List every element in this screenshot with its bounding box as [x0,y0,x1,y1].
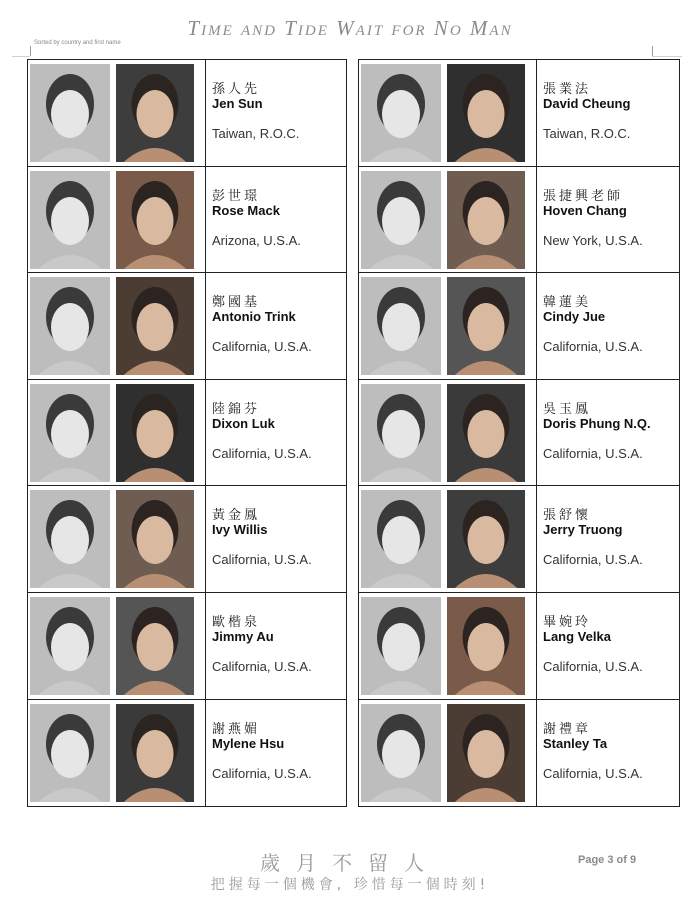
current-portrait-photo [447,277,525,375]
youth-portrait-photo [361,277,441,375]
cell-divider [536,60,537,166]
chinese-name: 張業法 [543,82,592,97]
chinese-name: 張舒懷 [543,508,592,524]
left-roster-table [27,59,347,807]
chinese-name: 張捷興老師 [543,188,624,204]
current-portrait-photo [447,490,525,588]
current-portrait-photo [447,384,525,482]
right-roster-table [358,59,680,807]
cell-divider [536,486,537,592]
roster-row [359,60,679,167]
english-name: Jimmy Au [212,628,274,644]
roster-row [359,167,679,274]
youth-portrait-photo [30,64,110,162]
cell-divider [205,486,206,592]
youth-portrait-photo [361,64,441,162]
margin-marker-right [652,46,653,56]
current-portrait-photo [116,277,194,375]
english-name: Stanley Ta [543,735,608,751]
chinese-name: 陸錦芬 [212,401,261,417]
youth-portrait-photo [361,171,441,269]
roster-row [28,593,346,700]
roster-row [28,380,346,487]
english-name: Antonio Trink [212,309,296,325]
english-name: Jen Sun [212,96,263,111]
sort-note: Sorted by country and first name [34,40,121,46]
english-name: David Cheung [543,96,631,111]
youth-portrait-photo [361,597,441,695]
current-portrait-photo [116,64,194,162]
cell-divider [205,700,206,807]
current-portrait-photo [447,704,525,802]
roster-row [28,167,346,274]
motto-subline: 把握每一個機會, 珍惜每一個時刻! [210,877,490,893]
cell-divider [536,273,537,379]
youth-portrait-photo [30,597,110,695]
location-text: California, U.S.A. [543,552,643,568]
current-portrait-photo [447,171,525,269]
location-text: Arizona, U.S.A. [212,232,301,248]
chinese-name: 黃金鳳 [212,508,261,524]
cell-divider [205,167,206,273]
location-text: Taiwan, R.O.C. [212,126,300,141]
current-portrait-photo [116,384,194,482]
english-name: Hoven Chang [543,202,627,218]
motto-heading: 歲月不留人 [260,851,440,875]
chinese-name: 韓蓮美 [543,295,592,311]
margin-line-left [12,56,30,57]
english-name: Lang Velka [543,628,611,644]
location-text: New York, U.S.A. [543,232,643,248]
location-text: Taiwan, R.O.C. [543,126,631,141]
youth-portrait-photo [30,277,110,375]
chinese-name: 歐楷泉 [212,614,261,630]
chinese-name: 謝燕媚 [212,721,261,737]
english-name: Mylene Hsu [212,735,285,751]
roster-row [28,273,346,380]
chinese-name: 孫人先 [212,82,261,97]
chinese-name: 吳玉鳳 [543,401,592,417]
chinese-name: 畢婉玲 [543,614,592,630]
roster-row [359,700,679,807]
cell-divider [536,167,537,273]
current-portrait-photo [116,171,194,269]
roster-row [359,273,679,380]
english-name: Doris Phung N.Q. [543,415,651,431]
english-name: Ivy Willis [212,522,268,538]
chinese-name: 鄭國基 [212,295,261,311]
current-portrait-photo [447,64,525,162]
roster-row [28,60,346,167]
chinese-name: 彭世璟 [212,188,261,204]
youth-portrait-photo [361,704,441,802]
youth-portrait-photo [30,171,110,269]
cell-divider [536,380,537,486]
margin-marker-left [30,46,31,56]
current-portrait-photo [116,704,194,802]
location-text: California, U.S.A. [543,445,643,461]
cell-divider [536,700,537,807]
roster-row [28,700,346,807]
location-text: California, U.S.A. [212,339,312,355]
location-text: California, U.S.A. [212,552,312,568]
youth-portrait-photo [30,384,110,482]
roster-row [359,380,679,487]
cell-divider [205,380,206,486]
current-portrait-photo [447,597,525,695]
youth-portrait-photo [361,384,441,482]
english-name: Jerry Truong [543,522,623,538]
english-name: Dixon Luk [212,415,275,431]
margin-line-right [652,56,682,57]
current-portrait-photo [116,597,194,695]
page-title: Time and Tide Wait for No Man [187,16,513,40]
cell-divider [536,593,537,699]
location-text: California, U.S.A. [212,765,312,781]
roster-row [359,593,679,700]
english-name: Cindy Jue [543,309,606,325]
roster-row [28,486,346,593]
cell-divider [205,273,206,379]
location-text: California, U.S.A. [543,339,643,355]
roster-row [359,486,679,593]
cell-divider [205,593,206,699]
page-number: Page 3 of 9 [578,854,637,866]
english-name: Rose Mack [212,202,280,218]
chinese-name: 謝禮章 [543,721,592,737]
youth-portrait-photo [361,490,441,588]
location-text: California, U.S.A. [543,765,643,781]
youth-portrait-photo [30,704,110,802]
current-portrait-photo [116,490,194,588]
youth-portrait-photo [30,490,110,588]
cell-divider [205,60,206,166]
location-text: California, U.S.A. [543,658,643,674]
location-text: California, U.S.A. [212,658,312,674]
location-text: California, U.S.A. [212,445,312,461]
